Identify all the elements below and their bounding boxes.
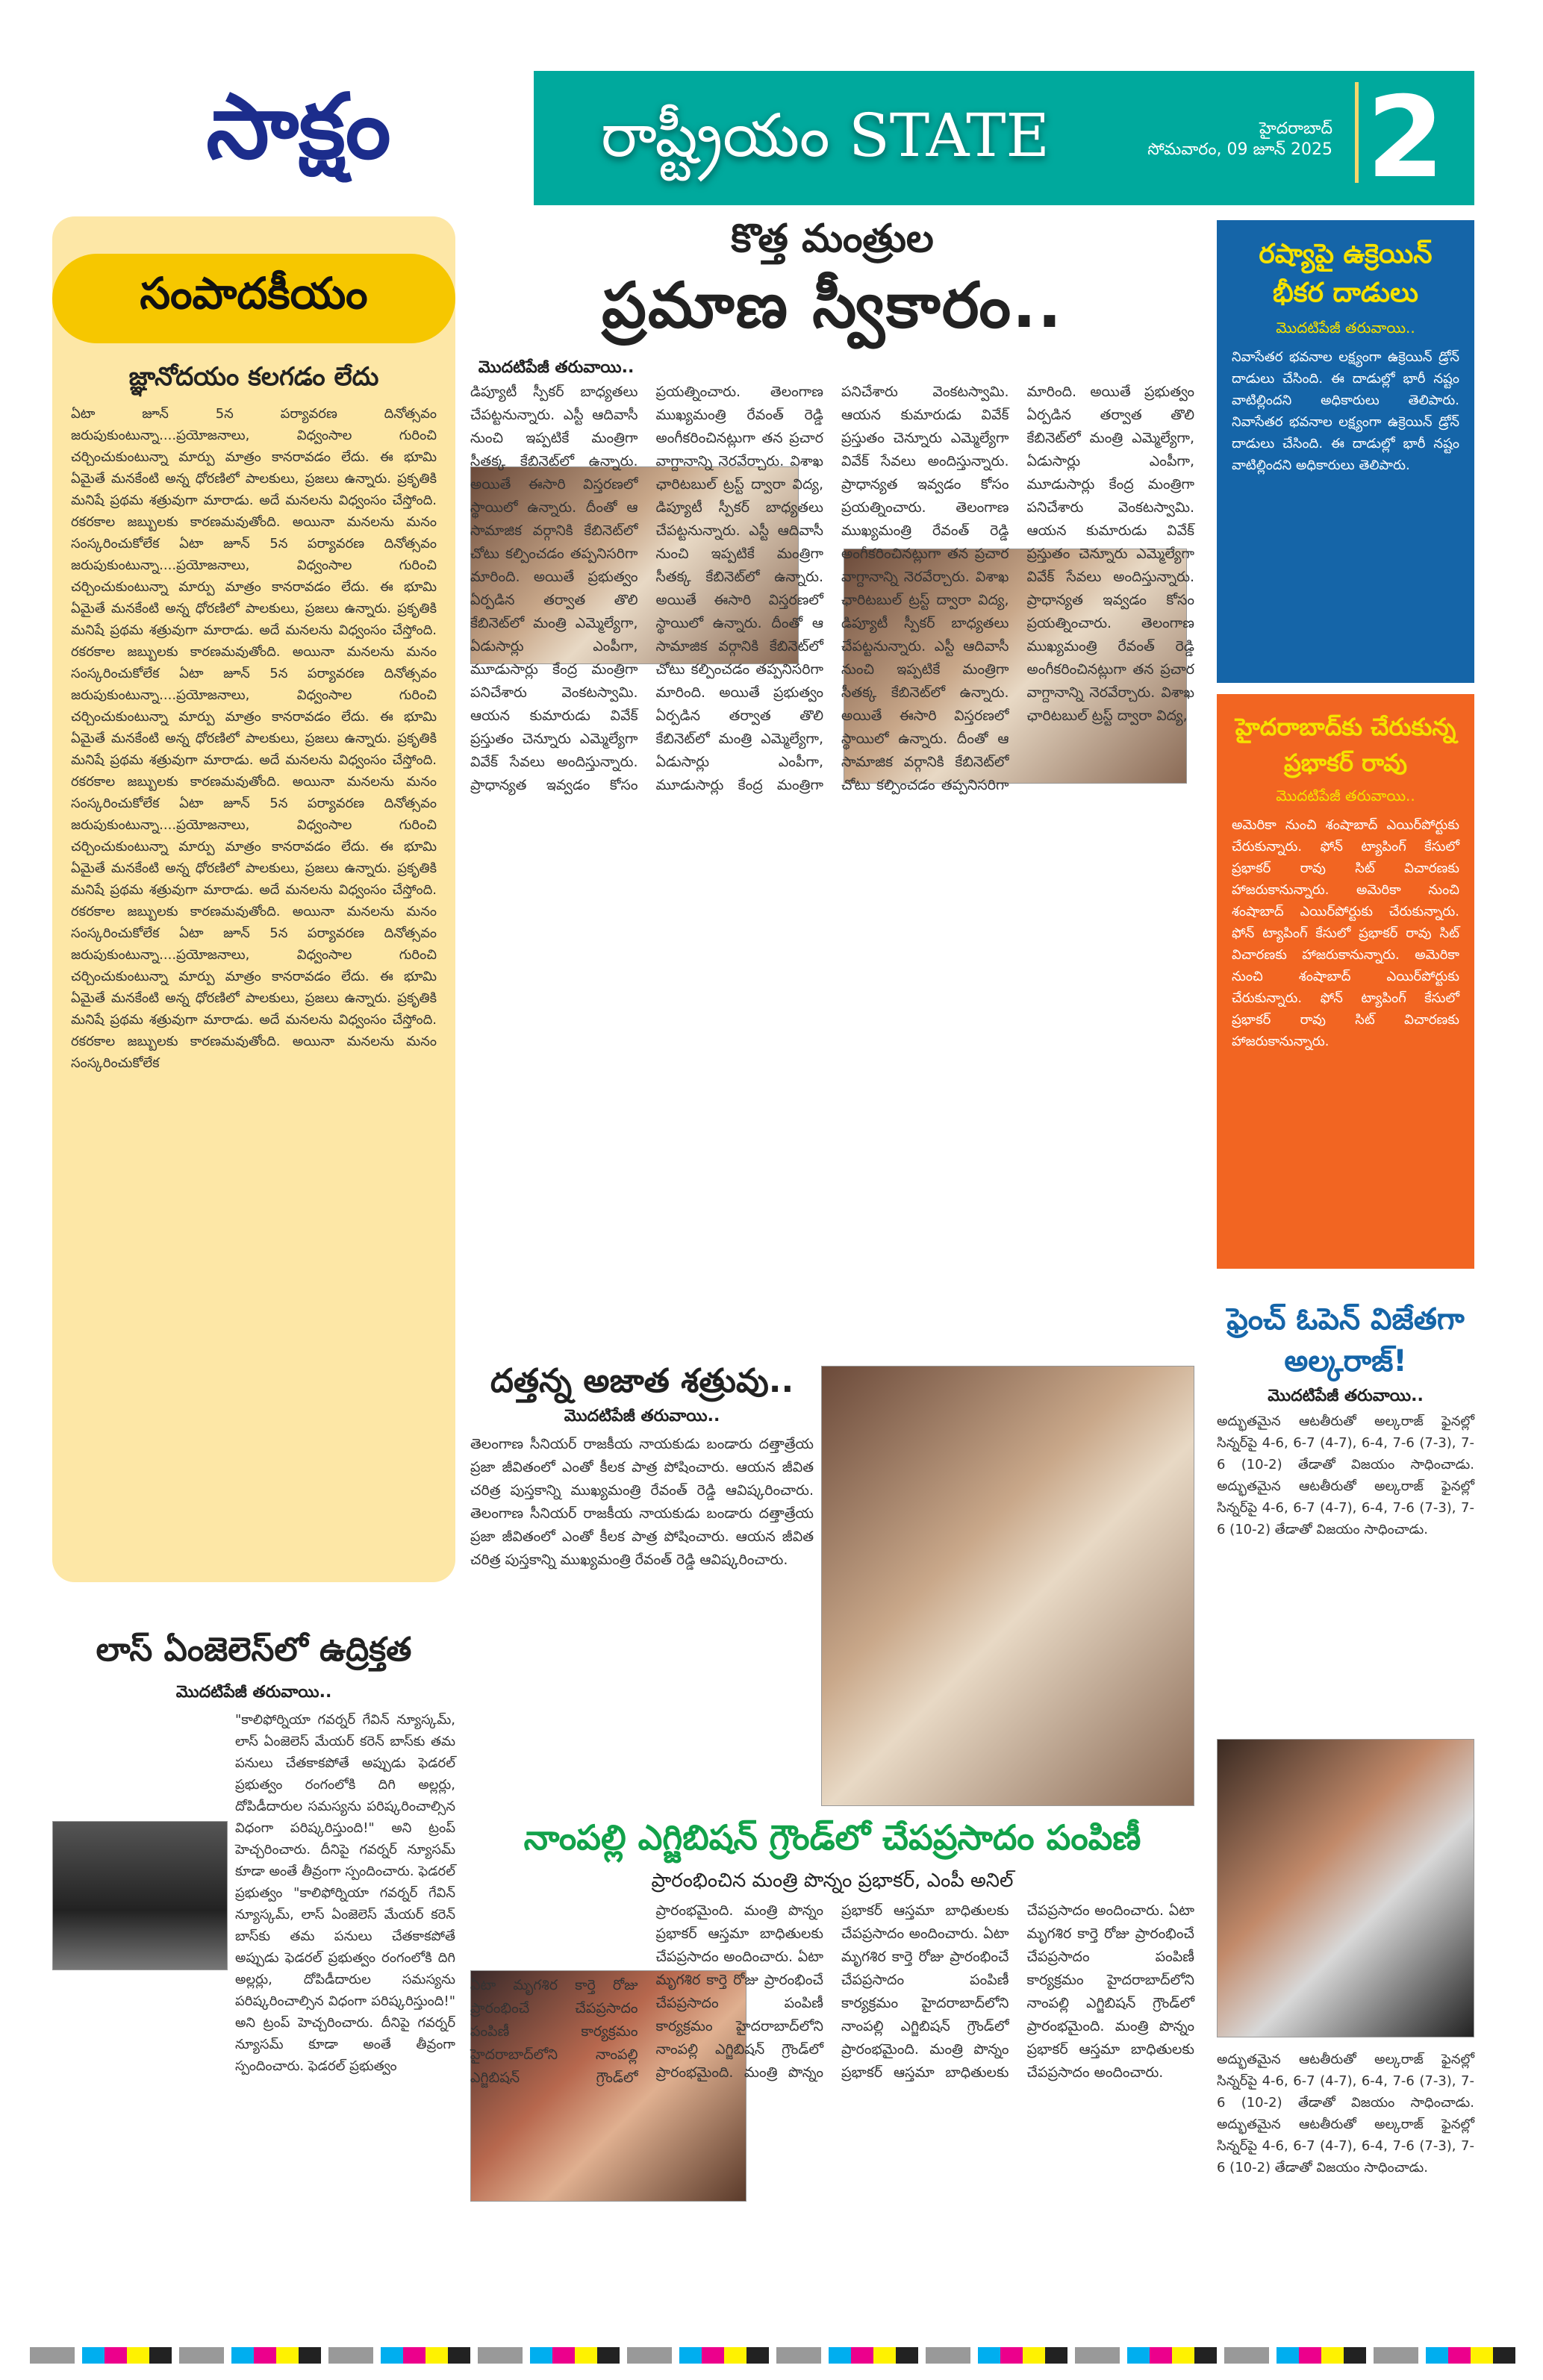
editorial-label: సంపాదకీయం (140, 267, 368, 319)
divider (1355, 82, 1359, 183)
alcaraz-kicker: మొదటిపేజీ తరువాయి.. (1268, 1387, 1424, 1405)
la-title: లాస్ ఏంజెలెస్‌లో ఉద్రిక్తత (96, 1631, 412, 1669)
ukraine-body: నివాసేతర భవనాల లక్ష్యంగా ఉక్రెయిన్ డ్రోన్ దాడులు చేసింది. ఈ దాడుల్లో భారీ నష్టం వాటిల్లిందని అధికారులు తెలిపారు. నివాసేతర భవనాల లక్ష్యంగా ఉక్రెయిన్ డ్రోన్ దాడులు చేసింది. ఈ దాడుల్లో భారీ నష్టం వాటిల్లిందని అధికారులు తెలిపారు. (1232, 349, 1459, 473)
city: హైదరాబాద్ (1259, 119, 1332, 138)
dateline (1147, 119, 1332, 160)
alcaraz-trophy-photo (1217, 1739, 1474, 2037)
exhibition-subtitle: ప్రారంభించిన మంత్రి పొన్నం ప్రభాకర్, ఎంపీ అనిల్ (651, 1870, 1014, 1892)
dattanna-kicker: మొదటిపేజీ తరువాయి.. (564, 1407, 720, 1425)
alcaraz-title: ఫ్రెంచ్ ఓపెన్ విజేతగా అల్కరాజ్! (1226, 1302, 1465, 1378)
ministers-body: డిప్యూటీ స్పీకర్ బాధ్యతలు చేపట్టనున్నారు. ఎస్టీ ఆదివాసీ నుంచి ఇప్పటికే మంత్రిగా సీతక్క కేబినెట్‌లో ఉన్నారు. అయితే ఈసారి విస్తరణలో స్థాయిలో ఉన్నారు. దీంతో ఆ సామాజిక వర్గానికి కేబినెట్‌లో చోటు కల్పించడం తప్పనిసరిగా మారింది. అయితే ప్రభుత్వం ఏర్పడిన తర్వాత తొలి కేబినెట్‌లో మంత్రి ఎమ్మెల్యేగా, ఏడుసార్లు ఎంపీగా, మూడుసార్లు కేంద్ర మంత్రిగా పనిచేశారు వెంకటస్వామి. ఆయన కుమారుడు వివేక్ ప్రస్తుతం చెన్నూరు ఎమ్మెల్యేగా వివేక్ సేవలు అందిస్తున్నారు. ప్రాధాన్యత ఇవ్వడం కోసం ప్రయత్నించారు. తెలంగాణ ముఖ్యమంత్రి రేవంత్ రెడ్డి అంగీకరించినట్లుగా తన ప్రచార వాగ్దానాన్ని నెరవేర్చారు. విశాఖ ఛారిటబుల్ ట్రస్ట్ ద్వారా విద్య, డిప్యూటీ స్పీకర్ బాధ్యతలు చేపట్టనున్నారు. ఎస్టీ ఆదివాసీ నుంచి ఇప్పటికే మంత్రిగా సీతక్క కేబినెట్‌లో ఉన్నారు. అయితే ఈసారి విస్తరణలో స్థాయిలో ఉన్నారు. దీంతో ఆ సామాజిక వర్గానికి కేబినెట్‌లో చోటు కల్పించడం తప్పనిసరిగా మారింది. అయితే ప్రభుత్వం ఏర్పడిన తర్వాత తొలి కేబినెట్‌లో మంత్రి ఎమ్మెల్యేగా, ఏడుసార్లు ఎంపీగా, మూడుసార్లు కేంద్ర మంత్రిగా పనిచేశారు వెంకటస్వామి. ఆయన కుమారుడు వివేక్ ప్రస్తుతం చెన్నూరు ఎమ్మెల్యేగా వివేక్ సేవలు అందిస్తున్నారు. ప్రాధాన్యత ఇవ్వడం కోసం ప్రయత్నించారు. తెలంగాణ ముఖ్యమంత్రి రేవంత్ రెడ్డి అంగీకరించినట్లుగా తన ప్రచార వాగ్దానాన్ని నెరవేర్చారు. విశాఖ ఛారిటబుల్ ట్రస్ట్ ద్వారా విద్య, డిప్యూటీ స్పీకర్ బాధ్యతలు చేపట్టనున్నారు. ఎస్టీ ఆదివాసీ నుంచి ఇప్పటికే మంత్రిగా సీతక్క కేబినెట్‌లో ఉన్నారు. అయితే ఈసారి విస్తరణలో స్థాయిలో ఉన్నారు. దీంతో ఆ సామాజిక వర్గానికి కేబినెట్‌లో చోటు కల్పించడం తప్పనిసరిగా మారింది. అయితే ప్రభుత్వం ఏర్పడిన తర్వాత తొలి కేబినెట్‌లో మంత్రి ఎమ్మెల్యేగా, ఏడుసార్లు ఎంపీగా, మూడుసార్లు కేంద్ర మంత్రిగా పనిచేశారు వెంకటస్వామి. ఆయన కుమారుడు వివేక్ ప్రస్తుతం చెన్నూరు ఎమ్మెల్యేగా వివేక్ సేవలు అందిస్తున్నారు. ప్రాధాన్యత ఇవ్వడం కోసం ప్రయత్నించారు. తెలంగాణ ముఖ్యమంత్రి రేవంత్ రెడ్డి అంగీకరించినట్లుగా తన ప్రచార వాగ్దానాన్ని నెరవేర్చారు. విశాఖ ఛారిటబుల్ ట్రస్ట్ ద్వారా విద్య, (470, 384, 1194, 793)
dattanna-title: దత్తన్న అజాత శత్రువు.. (490, 1362, 794, 1400)
alcaraz-body-2: అద్భుతమైన ఆటతీరుతో అల్కరాజ్ ఫైనల్లో సిన్నర్‌పై 4-6, 6-7 (4-7), 6-4, 7-6 (7-3), 7-6 (10-2) తేడాతో విజయం సాధించాడు. అద్భుతమైన ఆటతీరుతో అల్కరాజ్ ఫైనల్లో సిన్నర్‌పై 4-6, 6-7 (4-7), 6-4, 7-6 (7-3), 7-6 (10-2) తేడాతో విజయం సాధించాడు. (1217, 2052, 1474, 2176)
editorial-title: జ్ఞానోదయం కలగడం లేదు (128, 362, 379, 392)
la-kicker: మొదటిపేజీ తరువాయి.. (175, 1683, 332, 1702)
editorial-label-pill (52, 254, 455, 343)
la-body: "కాలిఫోర్నియా గవర్నర్ గేవిన్ న్యూస్కమ్, లాస్ ఏంజెలెస్ మేయర్ కరెన్ బాస్‌కు తమ పనులు చేతకాకపోతే అప్పుడు ఫెడరల్ ప్రభుత్వం రంగంలోకి దిగి అల్లర్లు, దోపిడీదారుల సమస్యను పరిష్కరించాల్సిన విధంగా పరిష్కరిస్తుంది!" అని ట్రంప్ హెచ్చరించారు. దీనిపై గవర్నర్ న్యూసమ్ కూడా అంతే తీవ్రంగా స్పందించారు. ఫెడరల్ ప్రభుత్వం "కాలిఫోర్నియా గవర్నర్ గేవిన్ న్యూస్కమ్, లాస్ ఏంజెలెస్ మేయర్ కరెన్ బాస్‌కు తమ పనులు చేతకాకపోతే అప్పుడు ఫెడరల్ ప్రభుత్వం రంగంలోకి దిగి అల్లర్లు, దోపిడీదారుల సమస్యను పరిష్కరించాల్సిన విధంగా పరిష్కరిస్తుంది!" అని ట్రంప్ హెచ్చరించారు. దీనిపై గవర్నర్ న్యూసమ్ కూడా అంతే తీవ్రంగా స్పందించారు. ఫెడరల్ ప్రభుత్వం (235, 1712, 455, 2074)
prabhakar-box (1217, 694, 1474, 1269)
exhibition-title: నాంపల్లి ఎగ్జిబిషన్ గ్రౌండ్‌లో చేపప్రసాదం పంపిణీ (523, 1817, 1141, 1858)
ministers-title-top: కొత్త మంత్రుల (731, 216, 934, 261)
date: సోమవారం, 09 జూన్ 2025 (1147, 140, 1332, 159)
section-banner (534, 71, 1474, 205)
ukraine-kicker: మొదటిపేజీ తరువాయి.. (1276, 319, 1415, 337)
page-number: 2 (1366, 73, 1444, 203)
book-launch-photo (821, 1366, 1194, 1806)
prabhakar-body: అమెరికా నుంచి శంషాబాద్ ఎయిర్‌పోర్టుకు చేరుకున్నారు. ఫోన్ ట్యాపింగ్ కేసులో ప్రభాకర్ రావు సిట్ విచారణకు హాజరుకానున్నారు. అమెరికా నుంచి శంషాబాద్ ఎయిర్‌పోర్టుకు చేరుకున్నారు. ఫోన్ ట్యాపింగ్ కేసులో ప్రభాకర్ రావు సిట్ విచారణకు హాజరుకానున్నారు. అమెరికా నుంచి శంషాబాద్ ఎయిర్‌పోర్టుకు చేరుకున్నారు. ఫోన్ ట్యాపింగ్ కేసులో ప్రభాకర్ రావు సిట్ విచారణకు హాజరుకానున్నారు. (1232, 817, 1459, 1049)
ministers-title-main: ప్రమాణ స్వీకారం.. (602, 269, 1063, 342)
ukraine-box (1217, 220, 1474, 683)
editorial-panel (52, 216, 455, 1582)
logo-text: సాక్షం (206, 75, 391, 179)
prabhakar-title: హైదరాబాద్‌కు చేరుకున్న ప్రభాకర్ రావు (1235, 713, 1456, 777)
editorial-body: ఏటా జూన్ 5న పర్యావరణ దినోత్సవం జరుపుకుంటున్నా....ప్రయోజనాలు, విధ్వంసాల గురించి చర్చించుకుంటున్నా మార్పు మాత్రం కానరావడం లేదు. ఈ భూమి ఏమైతే మనకేంటి అన్న ధోరణిలో పాలకులు, ప్రజలు ఉన్నారు. ప్రకృతికి మనిషే ప్రథమ శత్రువుగా మారాడు. అదే మనలను విధ్వంసం చేస్తోంది. రకరకాల జబ్బులకు కారణమవుతోంది. అయినా మనలను మనం సంస్కరించుకోలేక ఏటా జూన్ 5న పర్యావరణ దినోత్సవం జరుపుకుంటున్నా....ప్రయోజనాలు, విధ్వంసాల గురించి చర్చించుకుంటున్నా మార్పు మాత్రం కానరావడం లేదు. ఈ భూమి ఏమైతే మనకేంటి అన్న ధోరణిలో పాలకులు, ప్రజలు ఉన్నారు. ప్రకృతికి మనిషే ప్రథమ శత్రువుగా మారాడు. అదే మనలను విధ్వంసం చేస్తోంది. రకరకాల జబ్బులకు కారణమవుతోంది. అయినా మనలను మనం సంస్కరించుకోలేక ఏటా జూన్ 5న పర్యావరణ దినోత్సవం జరుపుకుంటున్నా....ప్రయోజనాలు, విధ్వంసాల గురించి చర్చించుకుంటున్నా మార్పు మాత్రం కానరావడం లేదు. ఈ భూమి ఏమైతే మనకేంటి అన్న ధోరణిలో పాలకులు, ప్రజలు ఉన్నారు. ప్రకృతికి మనిషే ప్రథమ శత్రువుగా మారాడు. అదే మనలను విధ్వంసం చేస్తోంది. రకరకాల జబ్బులకు కారణమవుతోంది. అయినా మనలను మనం సంస్కరించుకోలేక ఏటా జూన్ 5న పర్యావరణ దినోత్సవం జరుపుకుంటున్నా....ప్రయోజనాలు, విధ్వంసాల గురించి చర్చించుకుంటున్నా మార్పు మాత్రం కానరావడం లేదు. ఈ భూమి ఏమైతే మనకేంటి అన్న ధోరణిలో పాలకులు, ప్రజలు ఉన్నారు. ప్రకృతికి మనిషే ప్రథమ శత్రువుగా మారాడు. అదే మనలను విధ్వంసం చేస్తోంది. రకరకాల జబ్బులకు కారణమవుతోంది. అయినా మనలను మనం సంస్కరించుకోలేక ఏటా జూన్ 5న పర్యావరణ దినోత్సవం జరుపుకుంటున్నా....ప్రయోజనాలు, విధ్వంసాల గురించి చర్చించుకుంటున్నా మార్పు మాత్రం కానరావడం లేదు. ఈ భూమి ఏమైతే మనకేంటి అన్న ధోరణిలో పాలకులు, ప్రజలు ఉన్నారు. ప్రకృతికి మనిషే ప్రథమ శత్రువుగా మారాడు. అదే మనలను విధ్వంసం చేస్తోంది. రకరకాల జబ్బులకు కారణమవుతోంది. అయినా మనలను మనం సంస్కరించుకోలేక (71, 406, 437, 1071)
ukraine-title: రష్యాపై ఉక్రెయిన్ భీకర దాడులు (1259, 239, 1433, 308)
ministers-kicker: మొదటిపేజీ తరువాయి.. (478, 358, 635, 377)
prabhakar-kicker: మొదటిపేజీ తరువాయి.. (1276, 787, 1415, 805)
logo[interactable] (63, 71, 534, 205)
section-title: రాష్ట్రీయం STATE (601, 101, 1050, 170)
color-registration-strip (30, 2347, 1515, 2364)
alcaraz-body-1: అద్భుతమైన ఆటతీరుతో అల్కరాజ్ ఫైనల్లో సిన్నర్‌పై 4-6, 6-7 (4-7), 6-4, 7-6 (7-3), 7-6 (10-2) తేడాతో విజయం సాధించాడు. అద్భుతమైన ఆటతీరుతో అల్కరాజ్ ఫైనల్లో సిన్నర్‌పై 4-6, 6-7 (4-7), 6-4, 7-6 (7-3), 7-6 (10-2) తేడాతో విజయం సాధించాడు. (1217, 1414, 1474, 1537)
exhibition-body: ఏటా మృగశిర కార్తె రోజు ప్రారంభించే చేపప్రసాదం పంపిణీ కార్యక్రమం హైదరాబాద్‌లోని నాంపల్లి ఎగ్జిబిషన్ గ్రౌండ్‌లో ప్రారంభమైంది. మంత్రి పొన్నం ప్రభాకర్ ఆస్తమా బాధితులకు చేపప్రసాదం అందించారు. ఏటా మృగశిర కార్తె రోజు ప్రారంభించే చేపప్రసాదం పంపిణీ కార్యక్రమం హైదరాబాద్‌లోని నాంపల్లి ఎగ్జిబిషన్ గ్రౌండ్‌లో ప్రారంభమైంది. మంత్రి పొన్నం ప్రభాకర్ ఆస్తమా బాధితులకు చేపప్రసాదం అందించారు. ఏటా మృగశిర కార్తె రోజు ప్రారంభించే చేపప్రసాదం పంపిణీ కార్యక్రమం హైదరాబాద్‌లోని నాంపల్లి ఎగ్జిబిషన్ గ్రౌండ్‌లో ప్రారంభమైంది. మంత్రి పొన్నం ప్రభాకర్ ఆస్తమా బాధితులకు చేపప్రసాదం అందించారు. ఏటా మృగశిర కార్తె రోజు ప్రారంభించే చేపప్రసాదం పంపిణీ కార్యక్రమం హైదరాబాద్‌లోని నాంపల్లి ఎగ్జిబిషన్ గ్రౌండ్‌లో ప్రారంభమైంది. మంత్రి పొన్నం ప్రభాకర్ ఆస్తమా బాధితులకు చేపప్రసాదం అందించారు. (470, 1902, 1194, 2086)
dattanna-body: తెలంగాణ సీనియర్ రాజకీయ నాయకుడు బండారు దత్తాత్రేయ ప్రజా జీవితంలో ఎంతో కీలక పాత్ర పోషించారు. ఆయన జీవిత చరిత్ర పుస్తకాన్ని ముఖ్యమంత్రి రేవంత్ రెడ్డి ఆవిష్కరించారు. తెలంగాణ సీనియర్ రాజకీయ నాయకుడు బండారు దత్తాత్రేయ ప్రజా జీవితంలో ఎంతో కీలక పాత్ర పోషించారు. ఆయన జీవిత చరిత్ర పుస్తకాన్ని ముఖ్యమంత్రి రేవంత్ రెడ్డి ఆవిష్కరించారు. (470, 1436, 814, 1568)
